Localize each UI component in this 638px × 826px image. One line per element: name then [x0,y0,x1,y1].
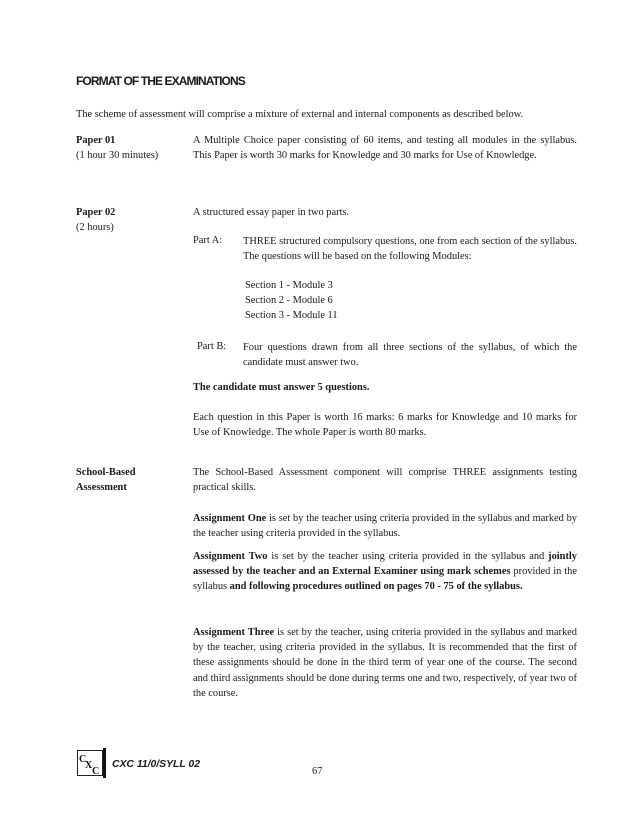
page-title: FORMAT OF THE EXAMINATIONS [76,74,245,88]
assignment-three-text: is set by the teacher, using criteria provided in the syllabus and marked by the teacher, using criteria provided in the syllabus. It is recommended that the first of these assignments should be done in the third term of year one of the course. The second and third assignments should be done during terms one and two, respectively, of year two of the course. [193,627,577,699]
part-a-text: THREE structured compulsory questions, one from each section of the syllabus. The questions will be based on the following Modules: [243,236,577,263]
page-number: 67 [312,766,323,777]
assignment-two-text-2: provided in the syllabus [193,566,577,593]
footer-divider [103,748,106,778]
assignment-one-paragraph [193,511,577,541]
sba-description: The School-Based Assessment component will comprise THREE assignments testing practical skills. [193,467,577,494]
paper01-label: Paper 01 [76,135,116,146]
paper01-description: A Multiple Choice paper consisting of 60 items, and testing all modules in the syllabus. This Paper is worth 30 marks for Knowledge and 30 marks for Use of Knowledge. [193,135,577,162]
assignment-two-bold-3: and following procedures outlined on pages 70 - 75 of the syllabus. [229,581,523,593]
part-b-label: Part B: [197,341,227,352]
assignment-two-text-1: is set by the teacher using criteria provided in the syllabus and [267,551,549,562]
assignment-one-heading: Assignment One [193,513,267,524]
sba-label-line2: Assessment [76,481,127,493]
section-item-1: Section 1 - Module 3 [245,280,333,291]
assignment-one-text: is set by the teacher using criteria provided in the syllabus and marked by the teacher using criteria provided in the syllabus. [193,513,577,540]
cxc-logo-icon [77,750,103,776]
assignment-two-paragraph [193,549,577,595]
svg-text:C: C [92,766,100,776]
paper01-duration: (1 hour 30 minutes) [76,149,159,161]
paper02-duration: (2 hours) [76,221,114,233]
svg-text:C: C [79,754,87,765]
assignment-two-bold-2: jointly assessed by the teacher and an External Examiner using mark schemes [193,551,577,578]
paper01-label-block [76,134,158,163]
syllabus-code: CXC 11/0/SYLL 02 [112,759,200,770]
assignment-two-heading: Assignment Two [193,551,268,562]
svg-text:X: X [85,760,93,771]
sba-label-block [76,466,135,495]
paper02-label-block [76,206,115,235]
intro-paragraph: The scheme of assessment will comprise a mixture of external and internal components as described below. [76,109,524,120]
paper02-marks-text: Each question in this Paper is worth 16 marks: 6 marks for Knowledge and 10 marks for Use of Knowledge. The whole Paper is worth 80 marks. [193,412,577,439]
section-item-2: Section 2 - Module 6 [245,295,333,306]
part-a-label: Part A: [193,235,223,246]
must-answer-note: The candidate must answer 5 questions. [193,382,370,393]
paper02-label: Paper 02 [76,207,116,218]
assignment-three-heading: Assignment Three [193,627,275,638]
assignment-three-paragraph [193,625,577,701]
part-b-text: Four questions drawn from all three sections of the syllabus, of which the candidate must answer two. [243,342,577,369]
sba-label-line1: School-Based [76,467,136,478]
paper02-description: A structured essay paper in two parts. [193,207,350,218]
section-item-3: Section 3 - Module 11 [245,310,338,321]
